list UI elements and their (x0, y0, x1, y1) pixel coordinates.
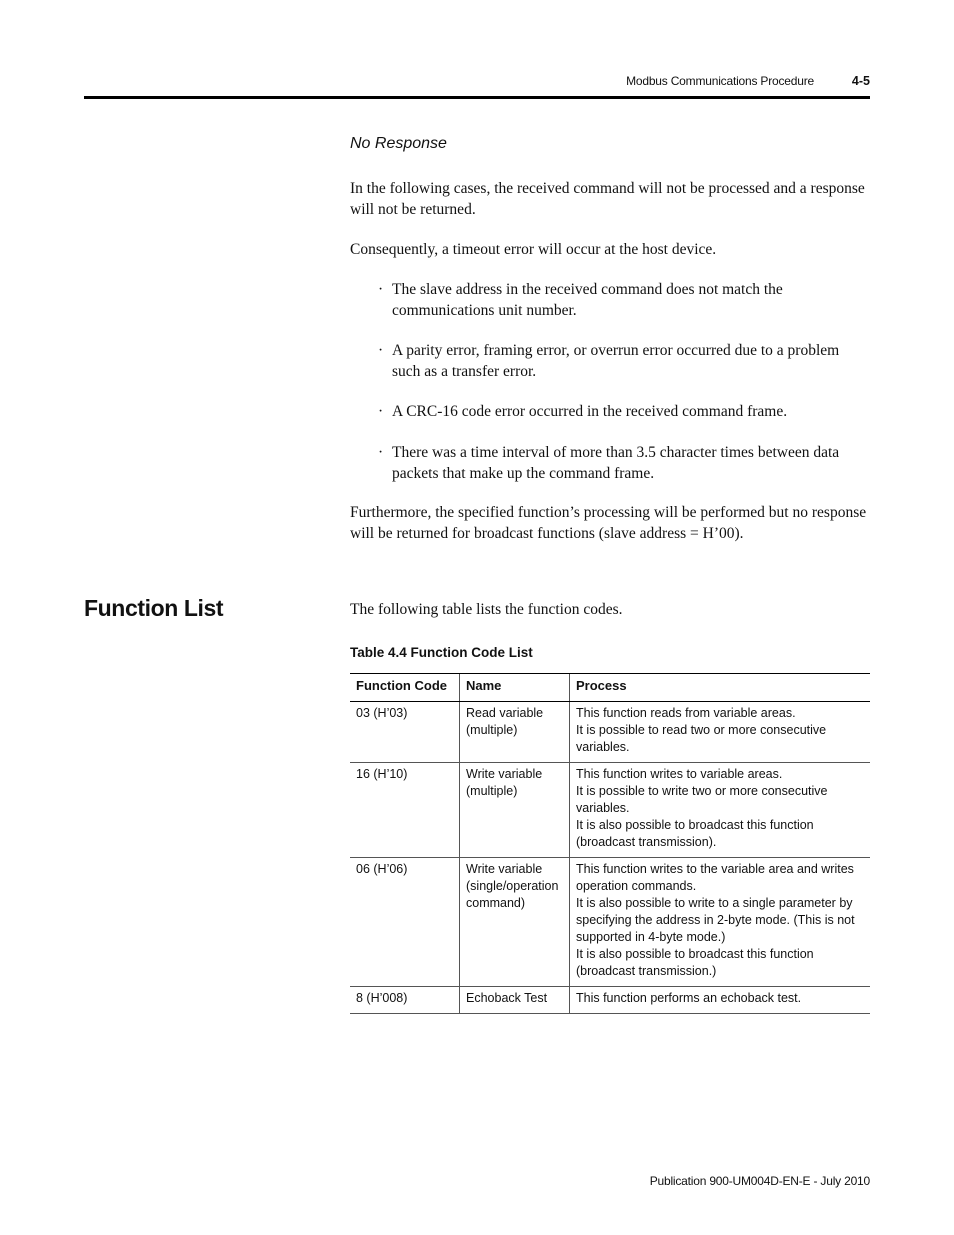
column-header-function-code: Function Code (350, 674, 460, 702)
function-code-table (350, 673, 870, 1014)
function-name-cell (460, 702, 570, 763)
name-line: (single/operation (466, 879, 559, 893)
process-line: This function reads from variable areas. (576, 706, 796, 720)
no-response-consequence: Consequently, a timeout error will occur at the host device. (350, 241, 717, 258)
page-number: 4-5 (851, 74, 870, 88)
bullet-dot: · (378, 444, 384, 461)
process-line: This function writes to variable areas. (576, 767, 783, 781)
no-response-closing: Furthermore, the specified function’s processing will be performed but no response will be returned for broadcast functions (slave address = H’00). (350, 504, 867, 542)
process-line: It is also possible to write to a single parameter by specifying the address in 2-byte mode. (This is not supported in 4-byte mode.) (576, 896, 855, 944)
table-row (350, 858, 870, 987)
bullet-text: The slave address in the received command does not match the communications unit number. (392, 281, 783, 319)
bullet-dot: · (378, 281, 384, 298)
function-name-cell (460, 763, 570, 858)
bullet-item (378, 443, 870, 484)
name-line: Echoback Test (466, 991, 548, 1005)
process-line: It is possible to write two or more consecutive variables. (576, 784, 828, 815)
no-response-intro: In the following cases, the received command will not be processed and a response will not be returned. (350, 180, 865, 218)
process-line: This function writes to the variable area and writes operation commands. (576, 862, 854, 893)
table-row (350, 987, 870, 1014)
process-cell (570, 702, 871, 763)
name-line: (multiple) (466, 723, 518, 737)
function-name-cell (460, 987, 570, 1014)
bullet-text: A CRC-16 code error occurred in the received command frame. (392, 403, 788, 420)
bullet-dot: · (378, 403, 384, 420)
function-code-cell: 16 (H’10) (350, 763, 460, 858)
function-code-cell: 03 (H’03) (350, 702, 460, 763)
no-response-subheading: No Response (350, 135, 447, 152)
bullet-text: A parity error, framing error, or overrun error occurred due to a problem such as a transfer error. (392, 342, 840, 380)
process-line: It is also possible to broadcast this function (broadcast transmission.) (576, 947, 814, 978)
name-line: Write variable (466, 862, 543, 876)
bullet-item (378, 341, 870, 382)
bullet-item (378, 280, 870, 321)
process-cell (570, 763, 871, 858)
function-name-cell (460, 858, 570, 987)
function-code-cell: 8 (H’008) (350, 987, 460, 1014)
header-rule (84, 96, 870, 99)
bullet-dot: · (378, 342, 384, 359)
publication-footer: Publication 900-UM004D-EN-E - July 2010 (649, 1174, 870, 1188)
table-row (350, 702, 870, 763)
name-line: Read variable (466, 706, 544, 720)
name-line: (multiple) (466, 784, 518, 798)
process-line: This function performs an echoback test. (576, 991, 802, 1005)
table-row (350, 763, 870, 858)
function-code-cell: 06 (H’06) (350, 858, 460, 987)
section-heading-function-list: Function List (84, 595, 224, 621)
table-caption: Table 4.4 Function Code List (350, 645, 533, 660)
name-line: command) (466, 896, 526, 910)
name-line: Write variable (466, 767, 543, 781)
bullet-item (378, 402, 870, 423)
column-header-process: Process (570, 674, 871, 702)
running-header-title: Modbus Communications Procedure (626, 74, 814, 88)
bullet-text: There was a time interval of more than 3.5 character times between data packets that make up the command frame. (392, 444, 840, 482)
process-cell (570, 858, 871, 987)
table-header-row (350, 674, 870, 702)
process-line: It is also possible to broadcast this function (broadcast transmission). (576, 818, 814, 849)
process-line: It is possible to read two or more consecutive variables. (576, 723, 827, 754)
function-list-intro: The following table lists the function codes. (350, 601, 623, 618)
column-header-name: Name (460, 674, 570, 702)
process-cell (570, 987, 871, 1014)
